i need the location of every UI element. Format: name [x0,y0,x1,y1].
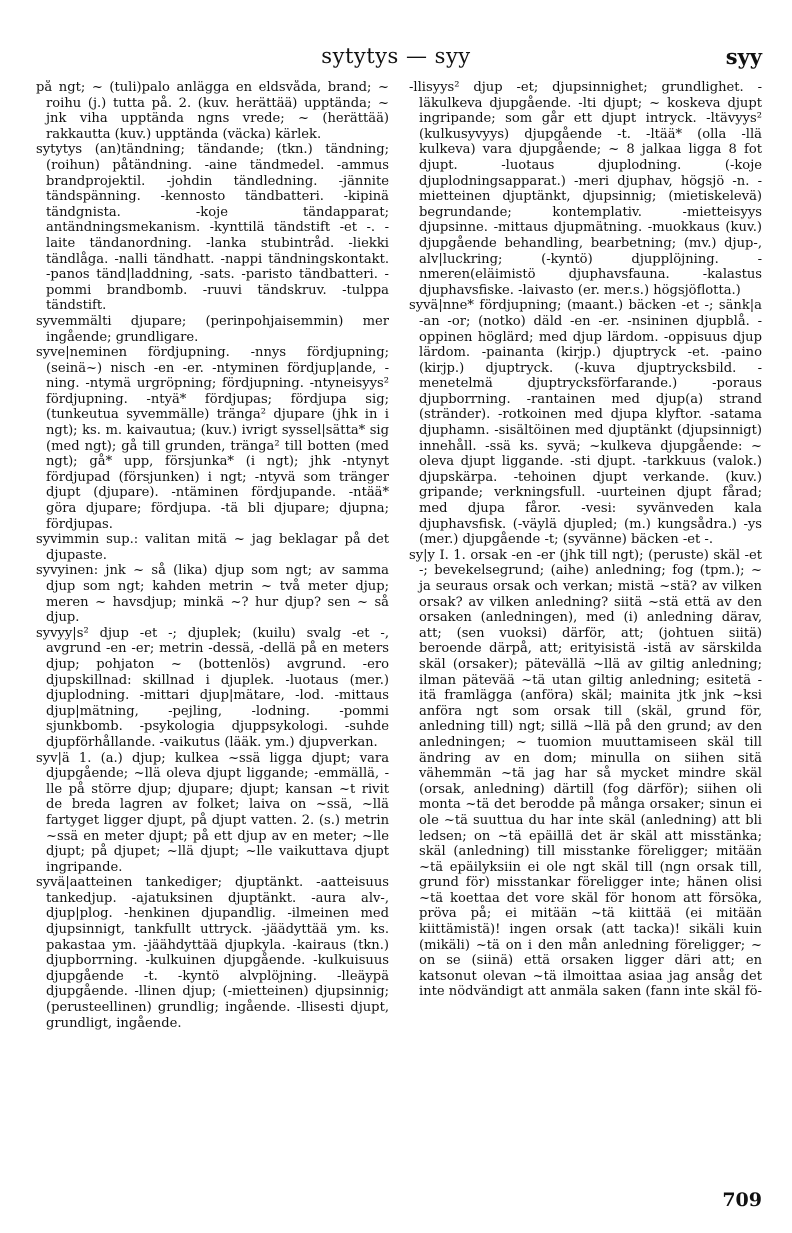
dictionary-entry: syve|neminen fördjupning. -nnys fördjupning; (seinä~) nisch -en -er. -ntyminen fördjup|ande, -ning. -ntymä urgröpning; fördjupning. -ntyneisyys² fördjupning. -ntyä* fördjupas; fördjupa sig; (tunkeutua syvemmälle) tränga² djupare (jhk in i ngt); ks. m. kaivautua; (kuv.) ivrigt syssel|sätta* sig (med ngt); gå till grunden, tränga² till botten (med ngt); gå* upp, försjunka* (i ngt); jhk -ntynyt fördjupad (försjunken) i ngt; -ntyvä som tränger djupt (djupare). -ntäminen fördjupande. -ntää* göra djupare; fördjupa. -tä bli djupare; djupna; fördjupas. [36,345,389,532]
dictionary-entry: på ngt; ~ (tuli)palo anlägga en eldsvåda, brand; ~ roihu (j.) tutta på. 2. (kuv. herättää) upptända; ~ jnk viha upptända ngns vrede; ~ (herättää) rakkautta (kuv.) upptända (väcka) kärlek. [36,80,389,142]
columns [36,80,762,1171]
page-number: 709 [722,1189,762,1211]
dictionary-entry: sytytys (an)tändning; tändande; (tkn.) tändning; (roihun) påtändning. -aine tändmedel. -ammus brandprojektil. -johdin tändledning. -jännite tändspänning. -kennosto tändbatteri. -kipinä tändgnista. -koje tändapparat; antändningsmekanism. -kynttilä tändstift -et -. -laite tändanordning. -lanka stubintråd. -liekki tändlåga. -nalli tändhatt. -nappi tändningskontakt. -panos tänd|laddning, -sats. -paristo tändbatteri. -pommi brandbomb. -ruuvi tändskruv. -tulppa tändstift. [36,142,389,314]
left-column [36,80,389,1171]
running-head: sytytys — syy [321,44,471,68]
dictionary-entry: syvyinen: jnk ~ så (lika) djup som ngt; av samma djup som ngt; kahden metrin ~ två meter djup; meren ~ havsdjup; minkä ~? hur djup? sen ~ så djup. [36,563,389,626]
dictionary-entry: syvimmin sup.: valitan mitä ~ jag beklagar på det djupaste. [36,532,389,563]
dictionary-entry: syvemmälti djupare; (perinpohjaisemmin) mer ingående; grundligare. [36,313,389,345]
dictionary-entry: syvä|aatteinen tankediger; djuptänkt. -aatteisuus tankedjup. -ajatuksinen djuptänkt. -aura alv-, djup|plog. -henkinen djupandlig. -ilmeinen med djupsinnigt, tankfullt uttryck. -jäädyttää ym. ks. pakastaa ym. -jäähdyttää djupkyla. -kairaus (tkn.) djupborrning. -kulkuinen djupgående. -kulkuisuus djupgående -t. -kyntö alvplöjning. -lleäypä djupgående. -llinen djup; (-mietteinen) djupsinnig; (perusteellinen) grundlig; ingående. -llisesti djupt, grundligt, ingående. [36,875,389,1031]
dictionary-entry: syv|ä 1. (a.) djup; kulkea ~ssä ligga djupt; vara djupgående; ~llä oleva djupt liggande; -emmällä, -lle på större djup; djupare; djupt; kansan ~t rivit de breda lagren av folket; laiva on ~ssä, ~llä fartyget ligger djupt, på djupt vatten. 2. (s.) metrin ~ssä en meter djupt; på ett djup av en meter; ~lle djupt; på djupet; ~llä djupt; ~lle vaikuttava djupt ingripande. [36,750,389,875]
guide-word: syy [725,44,762,69]
dictionary-entry: sy|y I. 1. orsak -en -er (jhk till ngt); (peruste) skäl -et -; bevekelsegrund; (aihe) anledning; fog (tpm.); ~ ja seuraus orsak och verkan; mistä ~stä? av vilken orsak? av vilken anledning? siitä ~stä että av den orsaken (anledningen), med (i) anledning därav, att; (sen vuoksi) därför, att; (johtuen siitä) beroende därpå, att; erityisistä -istä av särskilda skäl (orsaker); pätevällä ~llä av giltig anledning; ilman pätevää ~tä utan giltig anledning; esitetä -itä framlägga (anföra) skäl; mainita jtk jnk ~ksi anföra ngt som orsak till (skäl, grund för, anledning till) ngt; sillä ~llä på den grund; av den anledningen; ~ tuomion muuttamiseen skäl till ändring av en dom; minulla on siihen sitä vähemmän ~tä jag har så mycket mindre skäl (orsak, anledning) därtill (fog därför); siihen oli monta ~tä det berodde på många orsaker; sinun ei ole ~tä suuttua du har inte skäl (anledning) att bli ledsen; on ~tä epäillä det är skäl att misstänka; skäl (anledning) till misstanke föreligger; mitään ~tä epäilyksiin ei ole ngt skäl till (ngn orsak till, grund för) misstankar föreligger inte; hänen olisi ~tä koettaa det vore skäl för honom att försöka, pröva på; ei mitään ~tä kiittää (ei mitään kiittämistä)! ingen orsak (att tacka)! sikäli kuin (mikäli) ~tä on i den mån anledning föreligger; ~ on se (siinä) että orsaken ligger däri att; en katsonut olevan ~tä ilmoittaa asiaa jag ansåg det inte nödvändigt att anmäla saken (fann inte skäl fö- [409,547,762,1000]
dictionary-entry: syvä|nne* fördjupning; (maant.) bäcken -et -; sänk|a -an -or; (notko) däld -en -er. -nsininen djupblå. -oppinen höglärd; med djup lärdom. -oppisuus djup lärdom. -painanta (kirjp.) djuptryck -et. -paino (kirjp.) djuptryck. (-kuva djuptrycksbild. -menetelmä djuptrycksförfarande.) -poraus djupborrning. -rantainen med djup(a) strand (stränder). -rotkoinen med djupa klyftor. -satama djuphamn. -sisältöinen med djuptänkt (djupsinnigt) innehåll. -ssä ks. syvä; ~kulkeva djupgående: ~ oleva djupt liggande. -sti djupt. -tarkkuus (valok.) djupskärpa. -tehoinen djupt verkande. (kuv.) gripande; verkningsfull. -uurteinen djupt fårad; med djupa fåror. -vesi: syvänveden kala djuphavsfisk. (-väylä djupled; (m.) kungsådra.) -ys (mer.) djupgående -t; (syvänne) bäcken -et -. [409,298,762,548]
dictionary-entry: syvyy|s² djup -et -; djuplek; (kuilu) svalg -et -, avgrund -en -er; metrin -dessä, -dellä på en meters djup; pohjaton ~ (bottenlös) avgrund. -ero djupskillnad: skillnad i djuplek. -luotaus (mer.) djuplodning. -mittari djup|mätare, -lod. -mittaus djup|mätning, -pejling, -lodning. -pommi sjunkbomb. -psykologia djuppsykologi. -suhde djupförhållande. -vaikutus (lääk. ym.) djupverkan. [36,625,389,750]
dictionary-entry: -llisyys² djup -et; djupsinnighet; grundlighet. -läkulkeva djupgående. -lti djupt; ~ koskeva djupt ingripande; som går ett djupt intryck. -ltävyys² (kulkusyvyys) djupgående -t. -ltää* (olla -llä kulkeva) vara djupgående; ~ 8 jalkaa ligga 8 fot djupt. -luotaus djuplodning. (-koje djuplodningsapparat.) -meri djuphav, högsjö -n. -mietteinen djuptänkt, djupsinnig; (mietiskelevä) begrundande; kontemplativ. -mietteisyys djupsinne. -mittaus djupmätning. -muokkaus (kuv.) djupgående behandling, bearbetning; (mv.) djup-, alv|luckring; (-kyntö) djupplöjning. -nmeren(eläimistö djuphavsfauna. -kalastus djuphavsfiske. -laivasto (er. mer.s.) högsjöflotta.) [409,80,762,298]
right-column [409,80,762,1171]
